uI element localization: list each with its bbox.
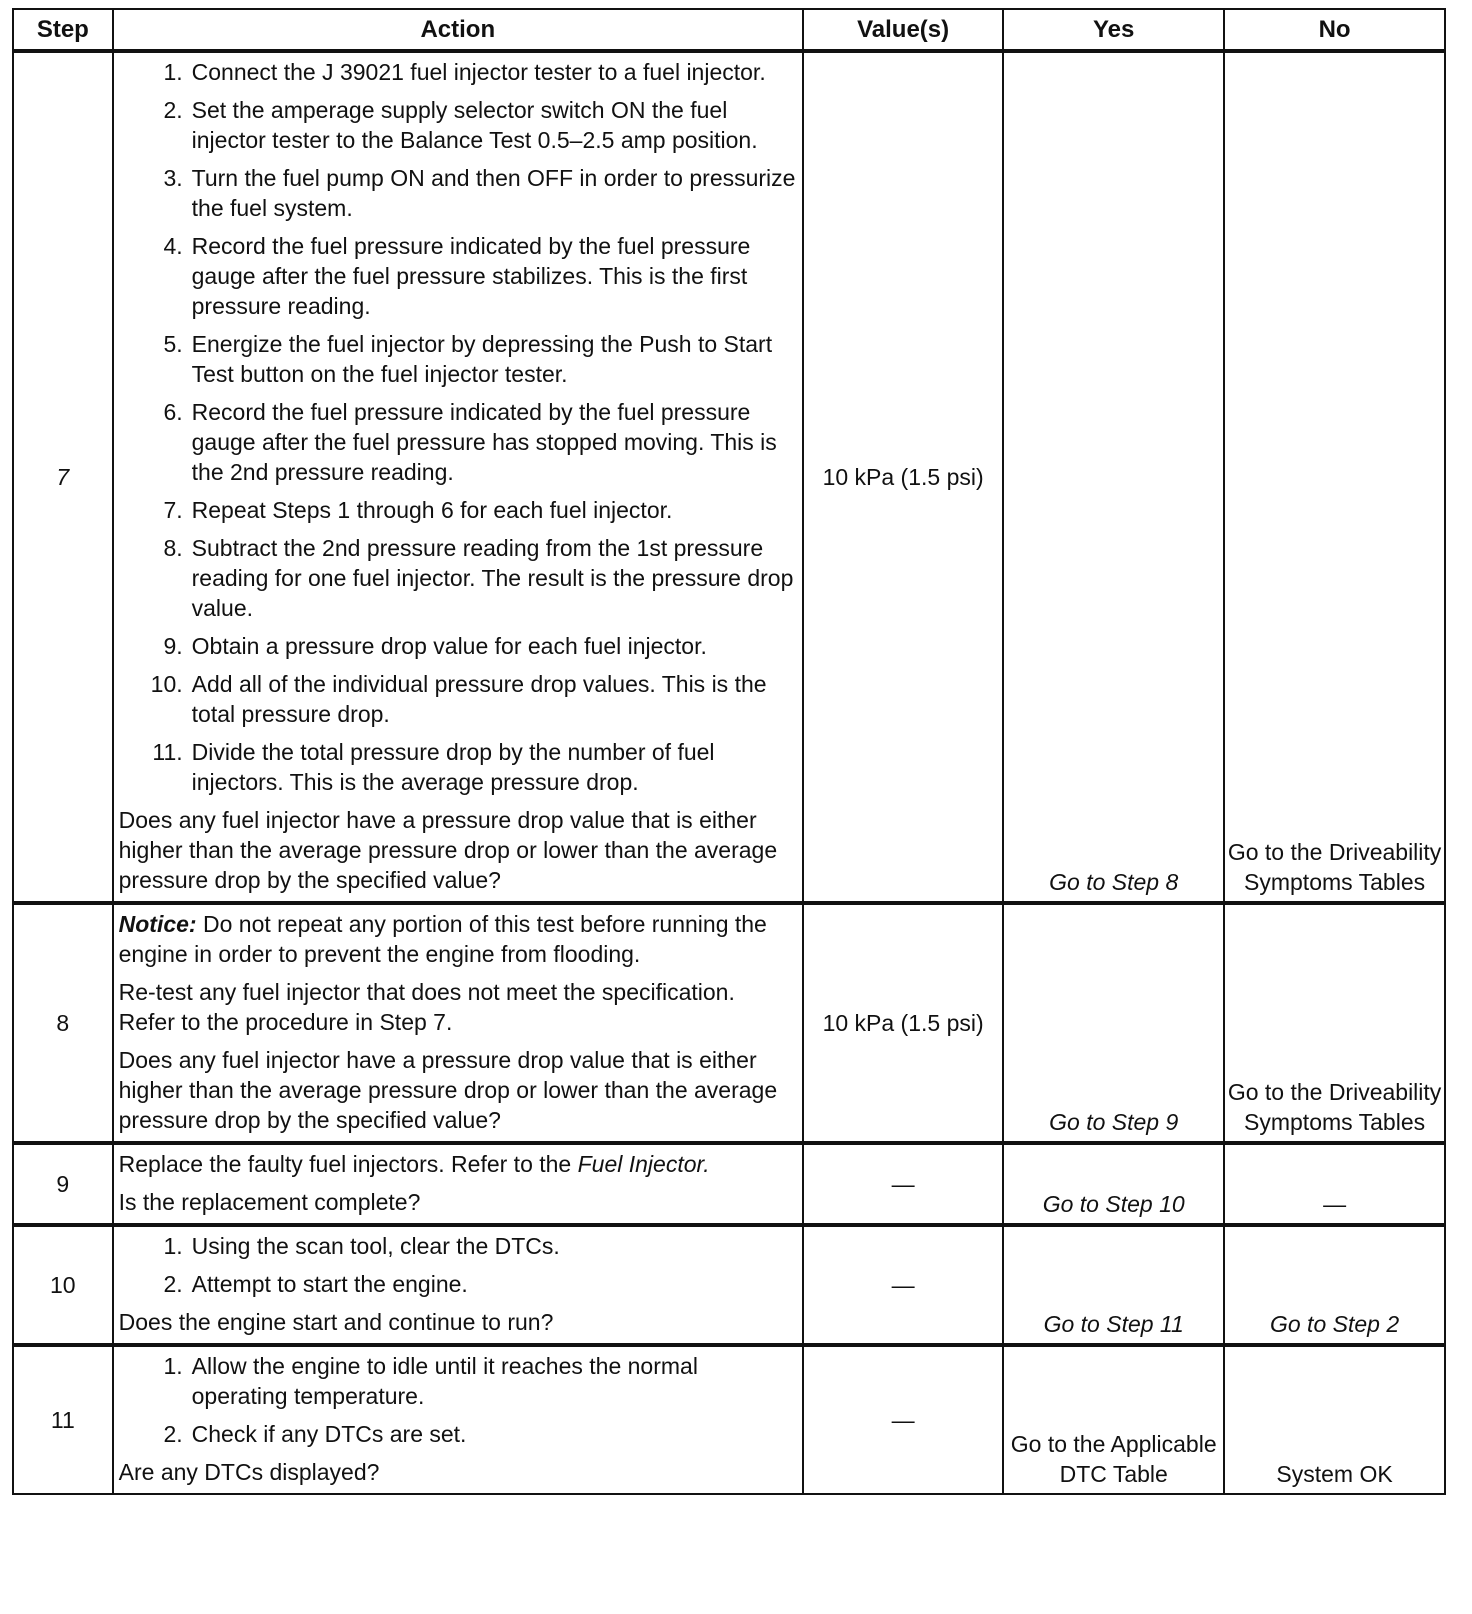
yes-link: Go to Step 8 bbox=[1003, 51, 1224, 903]
action-steps bbox=[119, 1351, 796, 1449]
action-step: 1. Allow the engine to idle until it reaches the normal operating temperature. bbox=[163, 1353, 698, 1409]
action-step: 7. Repeat Steps 1 through 6 for each fuel injector. bbox=[163, 497, 673, 523]
table-row-step-7 bbox=[13, 51, 1445, 903]
no-link: System OK bbox=[1224, 1345, 1445, 1494]
action-step: 2. Set the amperage supply selector switch ON the fuel injector tester to the Balance Test 0.5–2.5 amp position. bbox=[163, 97, 758, 153]
action-cell bbox=[113, 51, 803, 903]
header-values: Value(s) bbox=[803, 9, 1003, 51]
action-step: 1. Using the scan tool, clear the DTCs. bbox=[163, 1233, 560, 1259]
header-step: Step bbox=[13, 9, 113, 51]
action-step: 11. Divide the total pressure drop by the number of fuel injectors. This is the average pressure drop. bbox=[152, 739, 715, 795]
table-row-step-9 bbox=[13, 1143, 1445, 1225]
action-question: Does the engine start and continue to run? bbox=[118, 1309, 554, 1335]
action-cell bbox=[113, 1143, 803, 1225]
action-step: 10. Add all of the individual pressure drop values. This is the total pressure drop. bbox=[150, 671, 767, 727]
reference-fuel-injector: Fuel Injector. bbox=[577, 1151, 710, 1177]
table-row-step-8 bbox=[13, 903, 1445, 1143]
value-cell: 10 kPa (1.5 psi) bbox=[803, 903, 1003, 1143]
diagnostic-table bbox=[12, 8, 1446, 1495]
action-step: 8. Subtract the 2nd pressure reading from the 1st pressure reading for one fuel injector. The result is the pressure drop value. bbox=[163, 535, 794, 621]
table-row-step-11 bbox=[13, 1345, 1445, 1494]
action-question: Are any DTCs displayed? bbox=[118, 1459, 380, 1485]
no-link: Go to Step 2 bbox=[1224, 1225, 1445, 1345]
action-cell bbox=[113, 903, 803, 1143]
header-row bbox=[13, 9, 1445, 51]
no-link: Go to the Driveability Symptoms Tables bbox=[1224, 51, 1445, 903]
yes-link: Go to Step 10 bbox=[1003, 1143, 1224, 1225]
value-cell: — bbox=[803, 1345, 1003, 1494]
value-cell: — bbox=[803, 1225, 1003, 1345]
step-number: 11 bbox=[13, 1345, 113, 1494]
notice-label: Notice: bbox=[118, 911, 197, 937]
no-link: Go to the Driveability Symptoms Tables bbox=[1224, 903, 1445, 1143]
action-step: 2. Check if any DTCs are set. bbox=[163, 1421, 467, 1447]
yes-link: Go to the Applicable DTC Table bbox=[1003, 1345, 1224, 1494]
action-paragraph: Re-test any fuel injector that does not meet the specification. Refer to the procedure in Step 7. bbox=[118, 979, 735, 1035]
action-step: 2. Attempt to start the engine. bbox=[163, 1271, 468, 1297]
yes-link: Go to Step 9 bbox=[1003, 903, 1224, 1143]
action-step: 1. Connect the J 39021 fuel injector tester to a fuel injector. bbox=[163, 59, 766, 85]
table-row-step-10 bbox=[13, 1225, 1445, 1345]
header-action: Action bbox=[113, 9, 803, 51]
step-number: 10 bbox=[13, 1225, 113, 1345]
action-cell bbox=[113, 1225, 803, 1345]
action-step: 9. Obtain a pressure drop value for each fuel injector. bbox=[163, 633, 707, 659]
step-number: 8 bbox=[13, 903, 113, 1143]
action-step: 4. Record the fuel pressure indicated by the fuel pressure gauge after the fuel pressure stabilizes. This is the first pressure reading. bbox=[163, 233, 751, 319]
action-step: 5. Energize the fuel injector by depressing the Push to Start Test button on the fuel injector tester. bbox=[163, 331, 773, 387]
notice-text: Do not repeat any portion of this test before running the engine in order to prevent the engine from flooding. bbox=[118, 911, 767, 967]
step-number: 7 bbox=[13, 51, 113, 903]
action-steps bbox=[119, 57, 796, 797]
yes-link: Go to Step 11 bbox=[1003, 1225, 1224, 1345]
value-cell: — bbox=[803, 1143, 1003, 1225]
no-link: — bbox=[1224, 1143, 1445, 1225]
action-paragraph bbox=[119, 1149, 796, 1179]
step-number: 9 bbox=[13, 1143, 113, 1225]
notice-paragraph bbox=[119, 909, 796, 969]
action-question: Is the replacement complete? bbox=[118, 1189, 421, 1215]
action-step: 6. Record the fuel pressure indicated by the fuel pressure gauge after the fuel pressure has stopped moving. This is the 2nd pressure reading. bbox=[163, 399, 777, 485]
action-question: Does any fuel injector have a pressure drop value that is either higher than the average pressure drop or lower than the average pressure drop by the specified value? bbox=[118, 1047, 778, 1133]
action-cell bbox=[113, 1345, 803, 1494]
header-no: No bbox=[1224, 9, 1445, 51]
action-question: Does any fuel injector have a pressure drop value that is either higher than the average pressure drop or lower than the average pressure drop by the specified value? bbox=[118, 807, 778, 893]
action-paragraph-text: Replace the faulty fuel injectors. Refer to the bbox=[118, 1151, 578, 1177]
action-step: 3. Turn the fuel pump ON and then OFF in order to pressurize the fuel system. bbox=[163, 165, 796, 221]
action-steps bbox=[119, 1231, 796, 1299]
value-cell: 10 kPa (1.5 psi) bbox=[803, 51, 1003, 903]
header-yes: Yes bbox=[1003, 9, 1224, 51]
